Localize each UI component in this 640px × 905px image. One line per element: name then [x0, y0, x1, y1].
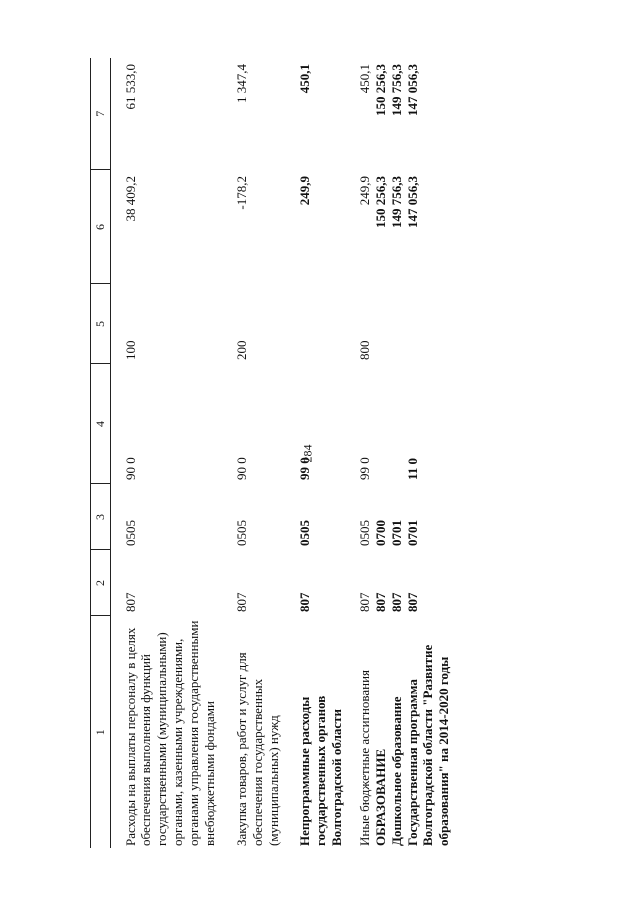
cell-amount-change: 147 056,3 [404, 175, 420, 228]
cell-section: 0701 [404, 519, 420, 546]
cell-expense-type [373, 284, 389, 364]
cell-amount-total: 450,1 [356, 63, 372, 93]
cell-amount-total: 1 347,4 [233, 63, 249, 103]
cell-expense-type: 800 [356, 340, 372, 360]
table-row [123, 58, 218, 848]
table-row [234, 58, 282, 848]
cell-target: 99 0 [356, 456, 372, 480]
cell-amount-change: 149 756,3 [388, 175, 404, 228]
cell-section: 0700 [372, 519, 388, 546]
cell-target: 99 0 [297, 456, 313, 480]
cell-amount-change: 150 256,3 [372, 175, 388, 228]
table-row [357, 58, 373, 848]
rotated-page-content [90, 58, 550, 848]
column-header: 3 [91, 484, 111, 550]
cell-amount-total: 150 256,3 [372, 63, 388, 116]
cell-amount-total: 149 756,3 [388, 63, 404, 116]
column-header: 4 [91, 364, 111, 484]
cell-amount-change: 249,9 [356, 175, 372, 205]
budget-table [90, 58, 452, 848]
cell-ministry: 807 [122, 592, 138, 612]
cell-ministry: 807 [356, 592, 372, 612]
row-name: ОБРАЗОВАНИЕ [372, 748, 388, 846]
column-header: 1 [91, 616, 111, 848]
cell-section: 0701 [388, 519, 404, 546]
cell-amount-change: 249,9 [297, 175, 313, 205]
cell-amount-total: 61 533,0 [122, 63, 138, 109]
cell-target [373, 364, 389, 484]
cell-expense-type: 200 [233, 340, 249, 360]
cell-target: 11 0 [404, 457, 420, 480]
table-row [389, 58, 405, 848]
page-number: 284 [300, 444, 315, 463]
row-name: Непрограммные расходы государственных органов Волгоградской области [297, 695, 345, 846]
cell-expense-type [405, 284, 453, 364]
cell-amount-change: -178,2 [233, 175, 249, 210]
table-row [373, 58, 389, 848]
row-name: Дошкольное образование [388, 695, 404, 846]
column-header: 7 [91, 58, 111, 170]
cell-expense-type [389, 284, 405, 364]
cell-ministry: 807 [372, 592, 388, 612]
row-name: Закупка товаров, работ и услуг для обеспечения государственных (муниципальных) нужд [233, 651, 281, 846]
cell-target: 90 0 [122, 456, 138, 480]
cell-target [389, 364, 405, 484]
cell-amount-total: 147 056,3 [404, 63, 420, 116]
cell-expense-type: 100 [122, 340, 138, 360]
row-name: Государственная программа Волгоградской области "Развитие образования" на 2014-2020 годы [404, 644, 452, 846]
cell-ministry: 807 [404, 592, 420, 612]
column-header: 6 [91, 170, 111, 284]
table-row [405, 58, 453, 848]
cell-ministry: 807 [297, 592, 313, 612]
cell-expense-type [297, 284, 345, 364]
row-name: Расходы на выплаты персоналу в целях обеспечения выполнения функций государственными (муниципальными) органами, казенными учреждениями, органами управления государственными внебюджетными фондами [122, 620, 217, 846]
cell-section: 0505 [233, 519, 249, 546]
table-row [297, 58, 345, 848]
cell-ministry: 807 [233, 592, 249, 612]
cell-target: 90 0 [233, 456, 249, 480]
cell-amount-change: 38 409,2 [122, 175, 138, 221]
header-row [91, 58, 111, 848]
cell-section: 0505 [356, 519, 372, 546]
column-header: 2 [91, 550, 111, 616]
cell-section: 0505 [297, 519, 313, 546]
row-name: Иные бюджетные ассигнования [356, 669, 372, 846]
cell-section: 0505 [122, 519, 138, 546]
column-header: 5 [91, 284, 111, 364]
cell-ministry: 807 [388, 592, 404, 612]
cell-amount-total: 450,1 [297, 63, 313, 93]
